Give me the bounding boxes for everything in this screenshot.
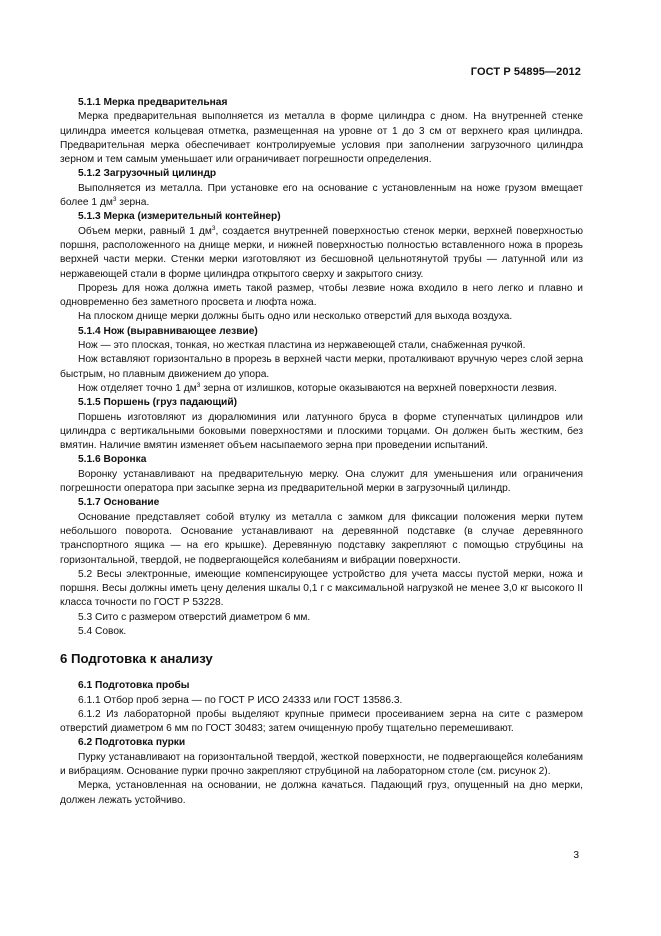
- paragraph: [60, 225, 583, 282]
- heading-5-1-7: 5.1.7 Основание: [78, 497, 160, 509]
- superscript: 3: [112, 196, 117, 204]
- paragraph: 6.1.2 Из лабораторной пробы выделяют крупные примеси просеиванием зерна на сите с размером отверстий диаметром 6 мм по ГОСТ 30483; затем очищенную пробу тщательно перемешивают.: [60, 708, 583, 735]
- paragraph-5-2: 5.2 Весы электронные, имеющие компенсирующее устройство для учета массы пустой мерки, ножа и поршня. Весы должны иметь цену деления шкалы 0,1 г с максимальной нагрузкой не менее 3,0 кг высокого II класса точности по ГОСТ Р 53228.: [60, 568, 583, 609]
- paragraph: Пурку устанавливают на горизонтальной твердой, жесткой поверхности, не подвергающейся колебаниям и вибрациям. Основание пурки прочно закрепляют струбциной на лабораторном столе (см. рисунок 2).: [60, 751, 583, 778]
- superscript: 3: [196, 381, 201, 389]
- heading-6-2: 6.2 Подготовка пурки: [78, 737, 186, 749]
- text-run: зерна.: [116, 197, 150, 209]
- heading-5-1-2: 5.1.2 Загрузочный цилиндр: [78, 168, 217, 180]
- paragraph: [60, 182, 583, 211]
- text-run: Выполняется из металла. При установке его на основание с установленным на ноже грузом вмещает более 1 дм: [60, 182, 583, 209]
- paragraph: Воронку устанавливают на предварительную мерку. Она служит для уменьшения или ограничения погрешности оператора при засыпке зерна из предварительной мерки в загрузочный цилиндр.: [60, 468, 583, 495]
- heading-5-1-3: 5.1.3 Мерка (измерительный контейнер): [78, 211, 281, 223]
- heading-5-1-4: 5.1.4 Нож (выравнивающее лезвие): [78, 325, 258, 337]
- paragraph: Нож вставляют горизонтально в прорезь в верхней части мерки, проталкивают вручную через слой зерна быстрым, но плавным движением до упора.: [60, 354, 583, 380]
- heading-5-1-1: 5.1.1 Мерка предварительная: [78, 97, 228, 108]
- paragraph-5-3: 5.3 Сито с размером отверстий диаметром 6 мм.: [78, 611, 311, 623]
- heading-5-1-5: 5.1.5 Поршень (груз падающий): [78, 397, 237, 409]
- paragraph-5-4: 5.4 Совок.: [78, 625, 127, 637]
- superscript: 3: [211, 224, 216, 232]
- paragraph: Поршень изготовляют из дюралюминия или латунного бруса в форме ступенчатых цилиндров или цилиндра с вертикальными боковыми поверхностями и плоскими торцами. Он должен быть жестким, без вмятин. Наличие вмятин изменяет объем насыпаемого зерна при проведении испытаний.: [60, 411, 583, 452]
- heading-5-1-6: 5.1.6 Воронка: [78, 454, 147, 466]
- document-code-header: ГОСТ Р 54895—2012: [470, 66, 581, 78]
- paragraph: 6.1.1 Отбор проб зерна — по ГОСТ Р ИСО 24333 или ГОСТ 13586.3.: [78, 694, 403, 706]
- paragraph: Мерка предварительная выполняется из металла в форме цилиндра с дном. На внутренней стенке цилиндра имеется кольцевая отметка, размещенная на уровне от 1 до 3 см от верхнего края цилиндра. Предварительная мерка обеспечивает контролируемые условия при заполнении загрузочного цилиндра зерном и тем самым уменьшает или ограничивает погрешности определения.: [60, 111, 583, 166]
- text-run: , создается внутренней поверхностью стенок мерки, верхней поверхностью поршня, расположенного на днище мерки, и нижней поверхностью полностью вставленного ножа в прорезь верхней части мерки. Стенки мерки изготовляют из бесшовной цельнотянутой трубы — латунной или из нержавеющей стали в форме цилиндра открытого сверху и закрытого снизу.: [60, 225, 584, 280]
- text-run: Объем мерки, равный 1 дм: [78, 225, 212, 237]
- text-run: зерна от излишков, которые оказываются на верхней поверхности лезвия.: [200, 382, 557, 394]
- paragraph: На плоском днище мерки должны быть одно или несколько отверстий для выхода воздуха.: [78, 311, 513, 323]
- page-body: [60, 96, 583, 808]
- paragraph: Прорезь для ножа должна иметь такой размер, чтобы лезвие ножа входило в него легко и плавно и одновременно без заметного просвета и люфта ножа.: [60, 282, 583, 309]
- section-heading-6: 6 Подготовка к анализу: [60, 651, 213, 667]
- text-run: Нож отделяет точно 1 дм: [78, 382, 197, 394]
- heading-6-1: 6.1 Подготовка пробы: [78, 680, 190, 692]
- paragraph: Мерка, установленная на основании, не должна качаться. Падающий груз, опущенный на дно мерки, должен лежать устойчиво.: [60, 780, 583, 806]
- paragraph: Основание представляет собой втулку из металла с замком для фиксации положения мерки путем небольшого поворота. Основание устанавливают на деревянной подставке (в случае деревянного транспортного ящика — на его крышке). Деревянную подставку закрепляют с помощью струбцины на горизонтальной, твердой, не подвергающейся колебаниям и вибрации поверхности.: [60, 511, 583, 566]
- paragraph: Нож — это плоская, тонкая, но жесткая пластина из нержавеющей стали, снабженная ручкой.: [78, 340, 526, 352]
- paragraph: [60, 382, 583, 396]
- page-number: 3: [573, 850, 579, 861]
